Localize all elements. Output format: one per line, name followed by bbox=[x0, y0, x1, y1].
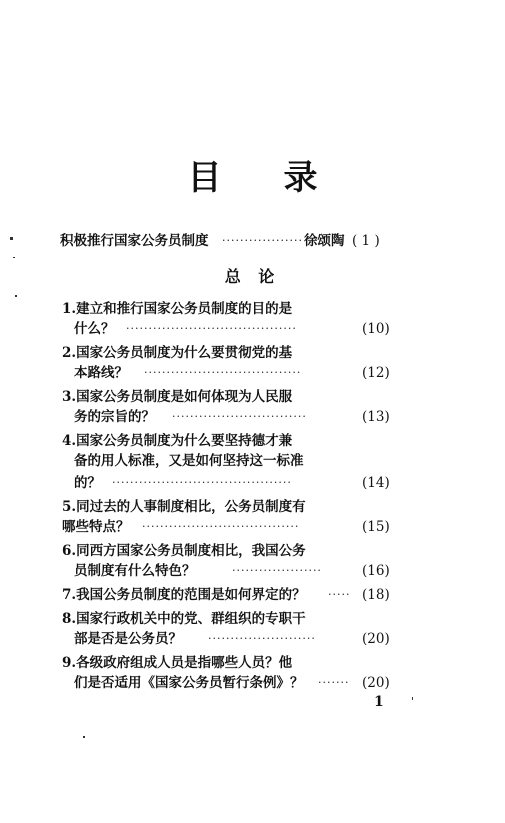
front-entry-title: 积极推行国家公务员制度 bbox=[60, 233, 209, 249]
scan-speck bbox=[13, 257, 15, 258]
toc-entry-4-leader-dots: ········································ bbox=[112, 476, 292, 489]
toc-entry-5-leader-dots: ··································· bbox=[142, 520, 300, 533]
toc-entry-8-page: (20) bbox=[362, 631, 390, 647]
toc-entry-1-page: (10) bbox=[362, 321, 390, 337]
toc-entry-9-line2: 们是否适用《国家公务员暂行条例》？ bbox=[74, 675, 304, 691]
scan-speck bbox=[15, 295, 17, 297]
toc-entry-7-page: (18) bbox=[362, 587, 390, 603]
toc-entry-2-leader-dots: ··································· bbox=[144, 366, 302, 379]
toc-entry-5-page: (15) bbox=[362, 519, 390, 535]
toc-entry-1-line1: 1.建立和推行国家公务员制度的目的是 bbox=[62, 301, 293, 317]
toc-entry-4-page: (14) bbox=[362, 475, 390, 491]
toc-entry-7-leader-dots: ····· bbox=[328, 588, 351, 601]
toc-entry-4-line3: 的？ bbox=[74, 475, 101, 491]
toc-entry-6-line2: 员制度有什么特色？ bbox=[74, 563, 196, 579]
toc-entry-4-line2: 备的用人标准，又是如何坚持这一标准 bbox=[74, 453, 304, 469]
toc-entry-3-leader-dots: ······························ bbox=[172, 410, 307, 423]
toc-heading-right: 录 bbox=[283, 158, 318, 198]
scan-speck bbox=[412, 697, 413, 700]
toc-entry-6-page: (16) bbox=[362, 563, 390, 579]
scan-speck bbox=[83, 736, 85, 738]
toc-entry-1-leader-dots: ······································ bbox=[126, 322, 297, 335]
toc-entry-8-line2: 部是否是公务员？ bbox=[74, 631, 182, 647]
toc-entry-6-leader-dots: ···················· bbox=[232, 564, 322, 577]
toc-entry-9-leader-dots: ······· bbox=[318, 676, 350, 689]
toc-entry-5-line2: 哪些特点？ bbox=[62, 519, 130, 535]
toc-entry-9-page: (20) bbox=[362, 675, 390, 691]
toc-entry-8-leader-dots: ························ bbox=[208, 632, 316, 645]
toc-entry-5-line1: 5.同过去的人事制度相比，公务员制度有 bbox=[62, 499, 306, 515]
section-title: 总 论 bbox=[224, 267, 281, 286]
scan-speck bbox=[10, 237, 13, 240]
toc-heading bbox=[0, 150, 505, 199]
toc-entry-2-line2: 本路线？ bbox=[74, 365, 128, 381]
toc-entry-3-line1: 3.国家公务员制度是如何体现为人民服 bbox=[62, 389, 293, 405]
toc-entry-2-line1: 2.国家公务员制度为什么要贯彻党的基 bbox=[62, 345, 293, 361]
toc-entry-3-line2: 务的宗旨的？ bbox=[74, 409, 155, 425]
page-number: 1 bbox=[374, 694, 384, 710]
toc-entry-6-line1: 6.同西方国家公务员制度相比，我国公务 bbox=[62, 543, 306, 559]
toc-entry-9-line1: 9.各级政府组成人员是指哪些人员？他 bbox=[62, 655, 293, 671]
toc-entry-4-line1: 4.国家公务员制度为什么要坚持德才兼 bbox=[62, 433, 293, 449]
toc-entry-1-line2: 什么？ bbox=[74, 321, 115, 337]
toc-entry-2-page: (12) bbox=[362, 365, 390, 381]
toc-entry-3-page: (13) bbox=[362, 409, 390, 425]
front-entry-leader-dots: ·················· bbox=[222, 234, 303, 247]
toc-heading-left: 目 bbox=[187, 158, 222, 198]
toc-entry-7-line1: 7.我国公务员制度的范围是如何界定的？ bbox=[62, 587, 306, 603]
front-entry-author: 徐颂陶 bbox=[304, 233, 345, 249]
toc-entry-8-line1: 8.国家行政机关中的党、群组织的专职干 bbox=[62, 611, 306, 627]
front-entry-page: ( 1 ) bbox=[352, 233, 380, 249]
